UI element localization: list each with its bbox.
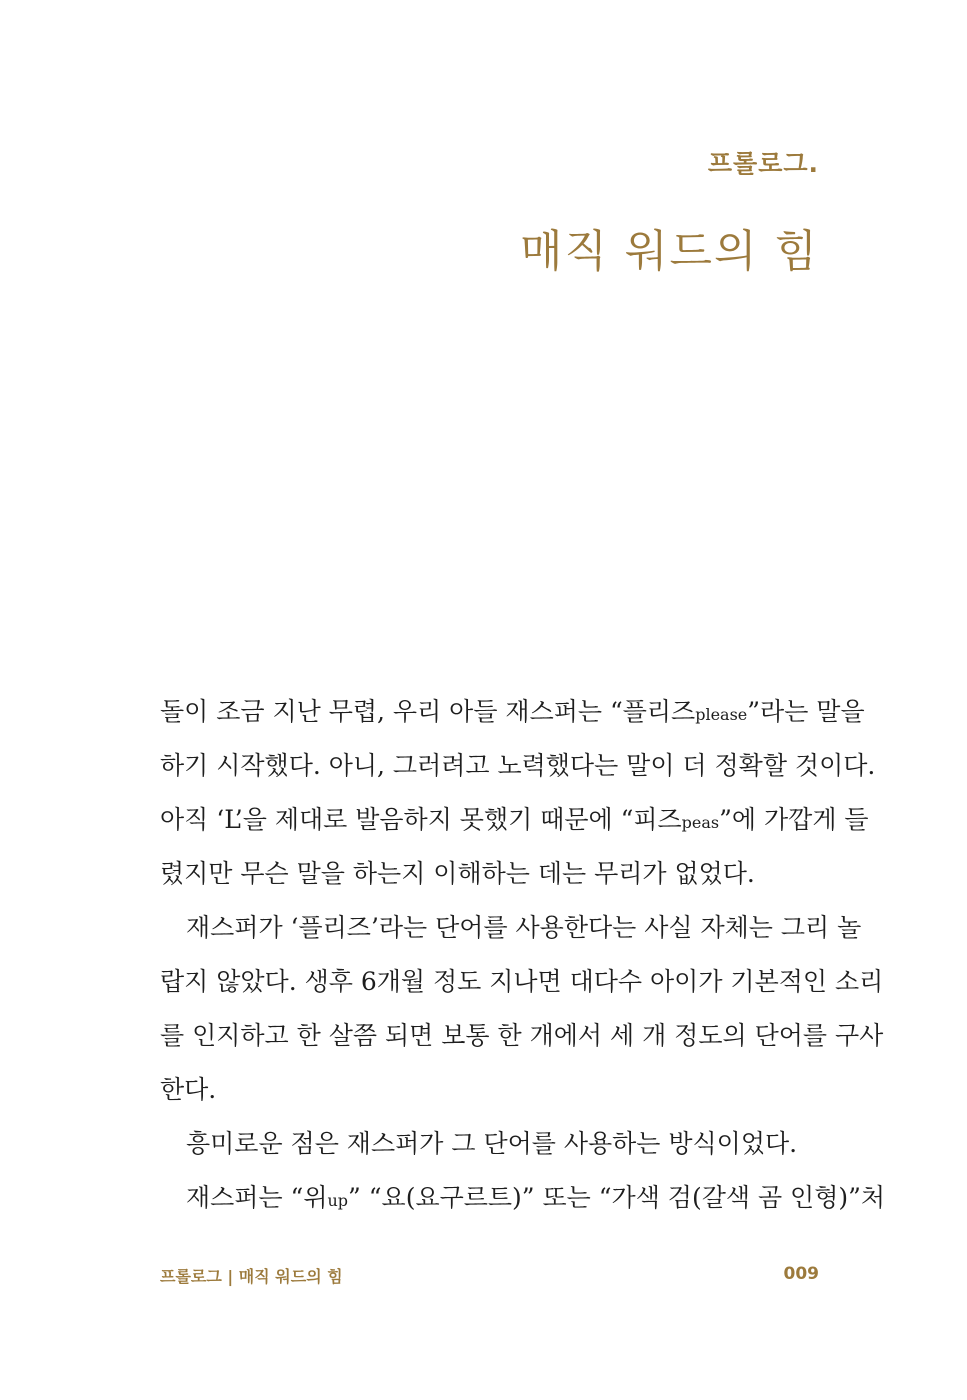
text-line: 를 인지하고 한 살쯤 되면 보통 한 개에서 세 개 정도의 단어를 구사 [160, 1021, 884, 1050]
text-line: 한다. [160, 1075, 217, 1104]
text-line: 아직 ‘L’을 제대로 발음하지 못했기 때문에 “피즈peas”에 가깝게 들 [160, 805, 869, 834]
chapter-title: 매직 워드의 힘 [520, 226, 819, 278]
text-line: 흥미로운 점은 재스퍼가 그 단어를 사용하는 방식이었다. [186, 1129, 798, 1158]
text-line: 하기 시작했다. 아니, 그러려고 노력했다는 말이 더 정확할 것이다. [160, 751, 876, 780]
text-line: 재스퍼는 “위up” “요(요구르트)” 또는 “가색 검(갈색 곰 인형)”처 [186, 1183, 886, 1212]
text-line: 렸지만 무슨 말을 하는지 이해하는 데는 무리가 없었다. [160, 859, 755, 888]
body-text [160, 685, 886, 1225]
running-title: 프롤로그 | 매직 워드의 힘 [160, 1267, 343, 1286]
text-line: 랍지 않았다. 생후 6개월 정도 지나면 대다수 아이가 기본적인 소리 [160, 967, 884, 996]
chapter-label: 프롤로그. [707, 149, 819, 178]
page-number: 009 [783, 1264, 819, 1284]
text-line: 재스퍼가 ‘플리즈’라는 단어를 사용한다는 사실 자체는 그리 놀 [186, 913, 862, 942]
text-line: 돌이 조금 지난 무렵, 우리 아들 재스퍼는 “플리즈please”라는 말을 [160, 697, 865, 726]
